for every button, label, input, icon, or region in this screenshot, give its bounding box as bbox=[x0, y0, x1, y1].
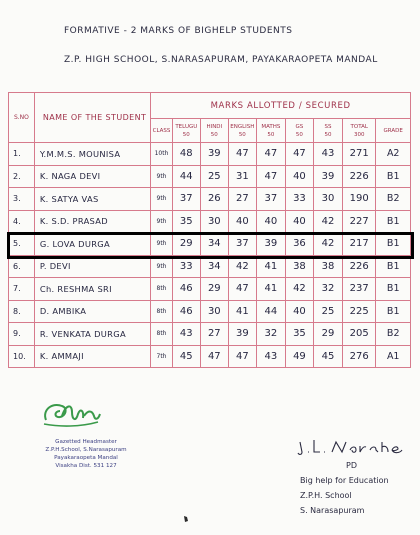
mark-telugu: 35 bbox=[172, 210, 200, 233]
grade-cell: B1 bbox=[376, 210, 411, 233]
student-name: D. AMBIKA bbox=[34, 300, 150, 323]
student-name: K. AMMAJI bbox=[34, 345, 150, 368]
header-sno: S.NO bbox=[9, 93, 35, 143]
grade-cell: B2 bbox=[376, 188, 411, 211]
row-sno: 5. bbox=[9, 233, 35, 256]
mark-gs: 49 bbox=[285, 345, 313, 368]
mark-gs: 42 bbox=[285, 278, 313, 301]
total-marks: 276 bbox=[343, 345, 376, 368]
header-marks-allotted: MARKS ALLOTTED / SECURED bbox=[151, 93, 411, 119]
mark-ss: 42 bbox=[313, 210, 342, 233]
table-row bbox=[9, 278, 411, 301]
mark-english: 47 bbox=[228, 143, 256, 166]
table-row bbox=[9, 345, 411, 368]
table-row bbox=[9, 300, 411, 323]
table-row bbox=[9, 255, 411, 278]
grade-cell: B1 bbox=[376, 255, 411, 278]
class-cell: 9th bbox=[151, 233, 173, 256]
table-row bbox=[9, 165, 411, 188]
mark-ss: 43 bbox=[313, 143, 342, 166]
class-cell: 7th bbox=[151, 345, 173, 368]
mark-hindi: 29 bbox=[200, 278, 228, 301]
marks-table bbox=[8, 92, 411, 368]
stamp-line: Gazetted Headmaster bbox=[55, 439, 117, 445]
mark-hindi: 30 bbox=[200, 210, 228, 233]
mark-english: 37 bbox=[228, 233, 256, 256]
mark-maths: 41 bbox=[256, 255, 285, 278]
total-marks: 205 bbox=[343, 323, 376, 346]
header-subject: GS 50 bbox=[285, 119, 313, 143]
mark-maths: 47 bbox=[256, 143, 285, 166]
mark-hindi: 34 bbox=[200, 255, 228, 278]
mark-english: 31 bbox=[228, 165, 256, 188]
table-row bbox=[9, 188, 411, 211]
grade-cell: B1 bbox=[376, 233, 411, 256]
header-subject: MATHS 50 bbox=[256, 119, 285, 143]
school-name-line: Z.P. HIGH SCHOOL, S.NARASAPURAM, PAYAKARAOPETA MANDAL bbox=[64, 55, 378, 65]
mark-hindi: 27 bbox=[200, 323, 228, 346]
mark-english: 40 bbox=[228, 210, 256, 233]
mark-maths: 37 bbox=[256, 188, 285, 211]
mark-telugu: 46 bbox=[172, 278, 200, 301]
stamp-line: Visakha Dist. 531 127 bbox=[55, 463, 117, 469]
mark-telugu: 29 bbox=[172, 233, 200, 256]
mark-hindi: 47 bbox=[200, 345, 228, 368]
mark-gs: 36 bbox=[285, 233, 313, 256]
pin-hole-icon bbox=[182, 515, 190, 523]
class-cell: 9th bbox=[151, 255, 173, 278]
mark-maths: 43 bbox=[256, 345, 285, 368]
table-row bbox=[9, 233, 411, 256]
mark-gs: 38 bbox=[285, 255, 313, 278]
header-class: CLASS bbox=[151, 119, 173, 143]
mark-ss: 45 bbox=[313, 345, 342, 368]
organization-line: Big help for Education bbox=[300, 476, 389, 485]
mark-hindi: 39 bbox=[200, 143, 228, 166]
total-marks: 226 bbox=[343, 165, 376, 188]
row-sno: 10. bbox=[9, 345, 35, 368]
pd-signature-block bbox=[300, 458, 389, 518]
mark-english: 27 bbox=[228, 188, 256, 211]
mark-ss: 42 bbox=[313, 233, 342, 256]
mark-maths: 44 bbox=[256, 300, 285, 323]
marks-table-body bbox=[9, 143, 411, 368]
class-cell: 9th bbox=[151, 165, 173, 188]
student-name: G. LOVA DURGA bbox=[34, 233, 150, 256]
mark-gs: 40 bbox=[285, 165, 313, 188]
table-row bbox=[9, 323, 411, 346]
row-sno: 8. bbox=[9, 300, 35, 323]
mark-ss: 39 bbox=[313, 165, 342, 188]
place-line: S. Narasapuram bbox=[300, 506, 365, 515]
total-marks: 217 bbox=[343, 233, 376, 256]
mark-hindi: 25 bbox=[200, 165, 228, 188]
table-header-row bbox=[9, 93, 411, 119]
class-cell: 8th bbox=[151, 300, 173, 323]
mark-telugu: 37 bbox=[172, 188, 200, 211]
mark-gs: 47 bbox=[285, 143, 313, 166]
student-name: P. DEVI bbox=[34, 255, 150, 278]
mark-maths: 32 bbox=[256, 323, 285, 346]
mark-maths: 39 bbox=[256, 233, 285, 256]
row-sno: 1. bbox=[9, 143, 35, 166]
stamp-line: Payakaraopeta Mandal bbox=[54, 455, 118, 461]
student-name: K. S.D. PRASAD bbox=[34, 210, 150, 233]
row-sno: 3. bbox=[9, 188, 35, 211]
grade-cell: B1 bbox=[376, 165, 411, 188]
mark-ss: 30 bbox=[313, 188, 342, 211]
mark-english: 42 bbox=[228, 255, 256, 278]
mark-maths: 47 bbox=[256, 165, 285, 188]
header-student-name: NAME OF THE STUDENT bbox=[34, 93, 150, 143]
mark-english: 41 bbox=[228, 300, 256, 323]
mark-english: 47 bbox=[228, 345, 256, 368]
class-cell: 8th bbox=[151, 278, 173, 301]
mark-telugu: 44 bbox=[172, 165, 200, 188]
grade-cell: A1 bbox=[376, 345, 411, 368]
grade-cell: B1 bbox=[376, 278, 411, 301]
grade-cell: A2 bbox=[376, 143, 411, 166]
row-sno: 9. bbox=[9, 323, 35, 346]
headmaster-stamp bbox=[26, 438, 146, 470]
mark-hindi: 30 bbox=[200, 300, 228, 323]
student-name: Y.M.M.S. MOUNISA bbox=[34, 143, 150, 166]
mark-maths: 40 bbox=[256, 210, 285, 233]
school-line: Z.P.H. School bbox=[300, 491, 352, 500]
header-grade: GRADE bbox=[376, 119, 411, 143]
mark-ss: 25 bbox=[313, 300, 342, 323]
mark-telugu: 48 bbox=[172, 143, 200, 166]
total-marks: 225 bbox=[343, 300, 376, 323]
student-name: R. VENKATA DURGA bbox=[34, 323, 150, 346]
class-cell: 9th bbox=[151, 210, 173, 233]
mark-maths: 41 bbox=[256, 278, 285, 301]
row-sno: 7. bbox=[9, 278, 35, 301]
total-marks: 237 bbox=[343, 278, 376, 301]
mark-gs: 35 bbox=[285, 323, 313, 346]
student-name: K. NAGA DEVI bbox=[34, 165, 150, 188]
student-name: Ch. RESHMA SRI bbox=[34, 278, 150, 301]
header-subject: SS 50 bbox=[313, 119, 342, 143]
class-cell: 10th bbox=[151, 143, 173, 166]
handwritten-signature bbox=[296, 436, 406, 458]
mark-english: 39 bbox=[228, 323, 256, 346]
stamp-line: Z.P.H.School, S.Narasapuram bbox=[45, 447, 127, 453]
mark-telugu: 45 bbox=[172, 345, 200, 368]
mark-english: 47 bbox=[228, 278, 256, 301]
table-row bbox=[9, 210, 411, 233]
class-cell: 9th bbox=[151, 188, 173, 211]
row-sno: 4. bbox=[9, 210, 35, 233]
mark-telugu: 33 bbox=[172, 255, 200, 278]
total-marks: 226 bbox=[343, 255, 376, 278]
mark-gs: 40 bbox=[285, 300, 313, 323]
grade-cell: B2 bbox=[376, 323, 411, 346]
mark-gs: 40 bbox=[285, 210, 313, 233]
mark-ss: 29 bbox=[313, 323, 342, 346]
mark-telugu: 43 bbox=[172, 323, 200, 346]
mark-gs: 33 bbox=[285, 188, 313, 211]
row-sno: 2. bbox=[9, 165, 35, 188]
mark-ss: 38 bbox=[313, 255, 342, 278]
header-subject: HINDI 50 bbox=[200, 119, 228, 143]
class-cell: 8th bbox=[151, 323, 173, 346]
header-subject: ENGLISH 50 bbox=[228, 119, 256, 143]
header-total: TOTAL 300 bbox=[343, 119, 376, 143]
mark-telugu: 46 bbox=[172, 300, 200, 323]
table-row bbox=[9, 143, 411, 166]
total-marks: 190 bbox=[343, 188, 376, 211]
grade-cell: B1 bbox=[376, 300, 411, 323]
document-title: FORMATIVE - 2 MARKS OF BIGHELP STUDENTS bbox=[64, 26, 293, 36]
mark-hindi: 34 bbox=[200, 233, 228, 256]
student-name: K. SATYA VAS bbox=[34, 188, 150, 211]
total-marks: 227 bbox=[343, 210, 376, 233]
header-subject: TELUGU 50 bbox=[172, 119, 200, 143]
total-marks: 271 bbox=[343, 143, 376, 166]
mark-ss: 32 bbox=[313, 278, 342, 301]
school-stamp-logo bbox=[36, 396, 106, 432]
mark-hindi: 26 bbox=[200, 188, 228, 211]
designation-pd: PD bbox=[346, 461, 357, 470]
row-sno: 6. bbox=[9, 255, 35, 278]
